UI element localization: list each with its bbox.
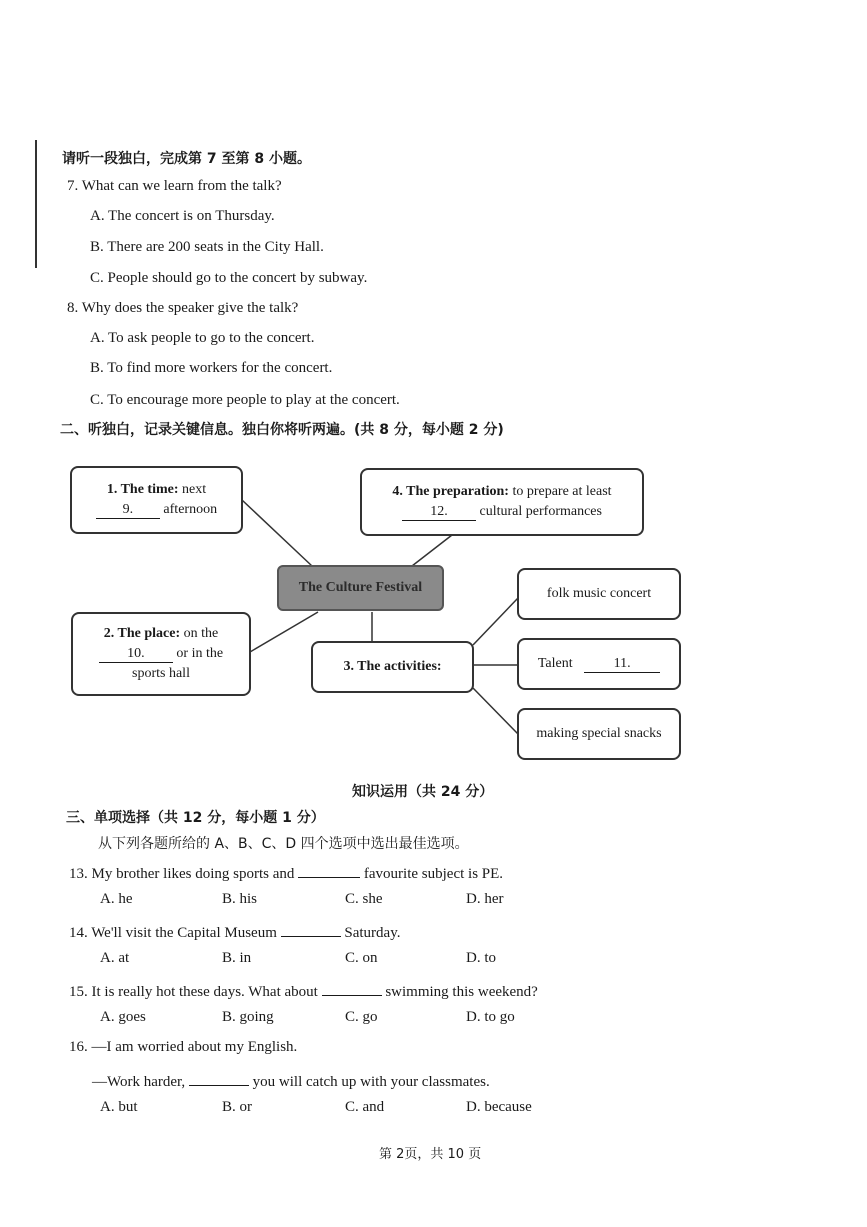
q14-option-a: A. at <box>100 950 130 966</box>
connector-folk <box>473 598 518 645</box>
answer-blank-11[interactable]: 11. <box>584 656 660 673</box>
preparation-text1: to prepare at least <box>512 484 612 499</box>
activity-snacks-box <box>517 708 681 760</box>
q7-option-b: B. There are 200 seats in the City Hall. <box>90 239 324 255</box>
q14-option-d: D. to <box>466 950 496 966</box>
activities-label: 3. The activities: <box>343 659 442 674</box>
connector-preparation <box>412 535 452 566</box>
q13-option-d: D. her <box>466 891 504 907</box>
question-16-line1: 16. —I am worried about my English. <box>69 1039 298 1055</box>
q14-option-b: B. in <box>222 950 252 966</box>
q16-option-b: B. or <box>222 1099 252 1115</box>
q7-option-c: C. People should go to the concert by subway. <box>90 270 368 286</box>
place-text1: on the <box>183 626 219 641</box>
question-15: 15. It is really hot these days. What about swimming this weekend? <box>69 979 538 1001</box>
listening-instruction: 请听一段独白，完成第 7 至第 8 小题。 <box>62 151 311 167</box>
mindmap-center <box>277 565 444 611</box>
answer-blank-12[interactable]: 12. <box>402 504 476 521</box>
question-8: 8. Why does the speaker give the talk? <box>67 300 299 316</box>
mindmap-preparation-box <box>360 468 644 536</box>
q14-option-c: C. on <box>345 950 378 966</box>
q15-option-d: D. to go <box>466 1009 515 1025</box>
activity-talent-label: Talent <box>537 656 573 671</box>
time-text1: next <box>182 482 207 497</box>
section-title: 知识运用（共 24 分） <box>352 784 494 800</box>
place-label: 2. The place: <box>103 626 181 641</box>
q16-option-c: C. and <box>345 1099 385 1115</box>
activity-folk-box <box>517 568 681 620</box>
time-label: 1. The time: <box>106 482 179 497</box>
q13-option-b: B. his <box>222 891 258 907</box>
answer-blank-13[interactable] <box>298 861 360 878</box>
question-16-line2: —Work harder, you will catch up with your classmates. <box>92 1069 490 1091</box>
activity-snacks: making special snacks <box>536 726 662 741</box>
page-number: 第 2页，共 10 页 <box>379 1147 482 1162</box>
question-14: 14. We'll visit the Capital Museum Saturday. <box>69 920 400 942</box>
time-text2: afternoon <box>163 502 218 517</box>
q13-option-a: A. he <box>100 891 133 907</box>
answer-blank-10[interactable]: 10. <box>99 646 173 663</box>
center-title: The Culture Festival <box>298 580 423 595</box>
place-text3: sports hall <box>132 666 190 681</box>
q16-option-d: D. because <box>466 1099 532 1115</box>
mindmap-time-box <box>70 466 243 534</box>
part3-instruction: 从下列各题所给的 A、B、C、D 四个选项中选出最佳选项。 <box>98 836 469 852</box>
q15-option-b: B. going <box>222 1009 274 1025</box>
answer-blank-9[interactable]: 9. <box>96 502 160 519</box>
q15-option-a: A. goes <box>100 1009 146 1025</box>
preparation-label: 4. The preparation: <box>392 484 509 499</box>
q7-option-a: A. The concert is on Thursday. <box>90 208 275 224</box>
activity-folk: folk music concert <box>546 586 652 601</box>
answer-blank-16[interactable] <box>189 1069 249 1086</box>
connector-snacks <box>473 688 518 734</box>
part2-heading: 二、听独白，记录关键信息。独白你将听两遍。(共 8 分，每小题 2 分) <box>60 422 504 438</box>
place-text2: or in the <box>176 646 224 661</box>
q8-option-a: A. To ask people to go to the concert. <box>90 330 315 346</box>
q8-option-c: C. To encourage more people to play at the concert. <box>90 392 400 408</box>
connector-place <box>250 612 318 652</box>
answer-blank-15[interactable] <box>322 979 382 996</box>
mindmap-place-box <box>71 612 251 696</box>
q8-option-b: B. To find more workers for the concert. <box>90 360 333 376</box>
preparation-text2: cultural performances <box>479 504 602 519</box>
question-7: 7. What can we learn from the talk? <box>67 178 282 194</box>
part3-heading: 三、单项选择（共 12 分，每小题 1 分） <box>66 810 325 826</box>
q16-option-a: A. but <box>100 1099 138 1115</box>
question-13: 13. My brother likes doing sports and favourite subject is PE. <box>69 861 503 883</box>
mindmap-activities-box <box>311 641 474 693</box>
answer-blank-14[interactable] <box>281 920 341 937</box>
q15-option-c: C. go <box>345 1009 378 1025</box>
activity-talent-box <box>517 638 681 690</box>
q13-option-c: C. she <box>345 891 383 907</box>
connector-time <box>242 500 312 566</box>
